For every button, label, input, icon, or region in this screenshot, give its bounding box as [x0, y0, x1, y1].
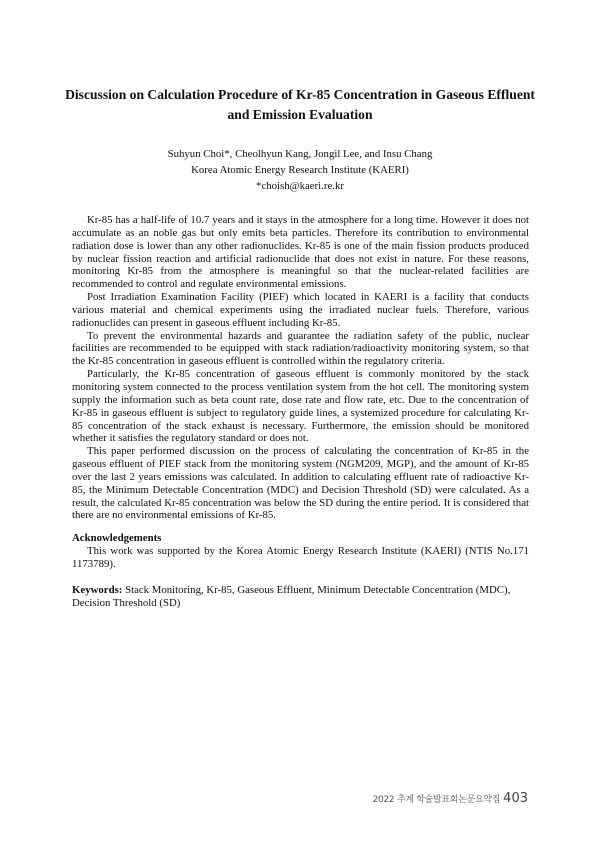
affiliation: Korea Atomic Energy Research Institute (KAERI)	[191, 164, 409, 176]
page-footer	[373, 788, 528, 807]
acknowledgements-text: This work was supported by the Korea Atomic Energy Research Institute (KAERI) (NTIS No.171 1173789).	[72, 545, 529, 570]
acknowledgements-heading: Acknowledgements	[72, 532, 162, 544]
keywords-text: Stack Monitoring, Kr-85, Gaseous Effluent, Minimum Detectable Concentration (MDC), Decision Threshold (SD)	[72, 584, 511, 609]
keywords-label: Keywords:	[72, 584, 123, 596]
abstract-paragraph: To prevent the environmental hazards and guarantee the radiation safety of the public, nuclear facilities are recommended to be equipped with stack radiation/radioactivity monitoring system, so that the Kr-85 concentration in gaseous effluent is controlled within the regulatory criteria.	[72, 329, 529, 368]
paper-title: Discussion on Calculation Procedure of Kr-85 Concentration in Gaseous Effluent and Emission Evaluation	[65, 87, 535, 122]
keywords-section	[72, 584, 529, 610]
page-number: 403	[503, 791, 528, 806]
author-list: Suhyun Choi*, Cheolhyun Kang, Jongil Lee, and Insu Chang	[167, 148, 433, 160]
author-email: *choish@kaeri.re.kr	[256, 180, 344, 192]
abstract-paragraph: This paper performed discussion on the process of calculating the concentration of Kr-85 in the gaseous effluent of PIEF stack from the monitoring system (NGM209, MGP), and the amount of Kr-85 over the last 2 years emissions was calculated. In addition to calculating effluent rate of radioactive Kr-85, the Minimum Detectable Concentration (MDC) and Decision Threshold (SD) were calculated. As a result, the calculated Kr-85 concentration was below the SD during the entire period. It is considered that there are no environmental emissions of Kr-85.	[72, 445, 529, 522]
conference-name: 2022 추계 학술발표회논문요약집	[372, 795, 501, 805]
abstract-paragraph: Kr-85 has a half-life of 10.7 years and it stays in the atmosphere for a long time. However it does not accumulate as an noble gas but only emits beta particles. Therefore its contribution to environmental radiation dose is lower than any other radionuclides. Kr-85 is one of the main fission products produced by nuclear fission reaction and artificial radionuclide that does not exist in nature. For these reasons, monitoring Kr-85 from the atmosphere is meaningful so that the nuclear-related facilities are recommended to control and regulate environmental emissions.	[72, 214, 529, 291]
abstract-paragraph: Particularly, the Kr-85 concentration of gaseous effluent is commonly monitored by the stack monitoring system connected to the process ventilation system from the hot cell. The monitoring system supply the information such as beta count rate, dose rate and flow rate, etc. Due to the concentration of Kr-85 in gaseous effluent is subject to regulatory guide lines, a systemized procedure for calculating Kr-85 concentration of the stack exhaust is necessary. Furthermore, the emission should be monitored whether it satisfies the regulatory standard or does not.	[72, 368, 529, 445]
abstract-paragraph: Post Irradiation Examination Facility (PIEF) which located in KAERI is a facility that conducts various material and chemical experiments using the irradiated nuclear fuels. Therefore, various radionuclides can present in gaseous effluent including Kr-85.	[72, 291, 529, 329]
abstract-body	[72, 214, 529, 522]
